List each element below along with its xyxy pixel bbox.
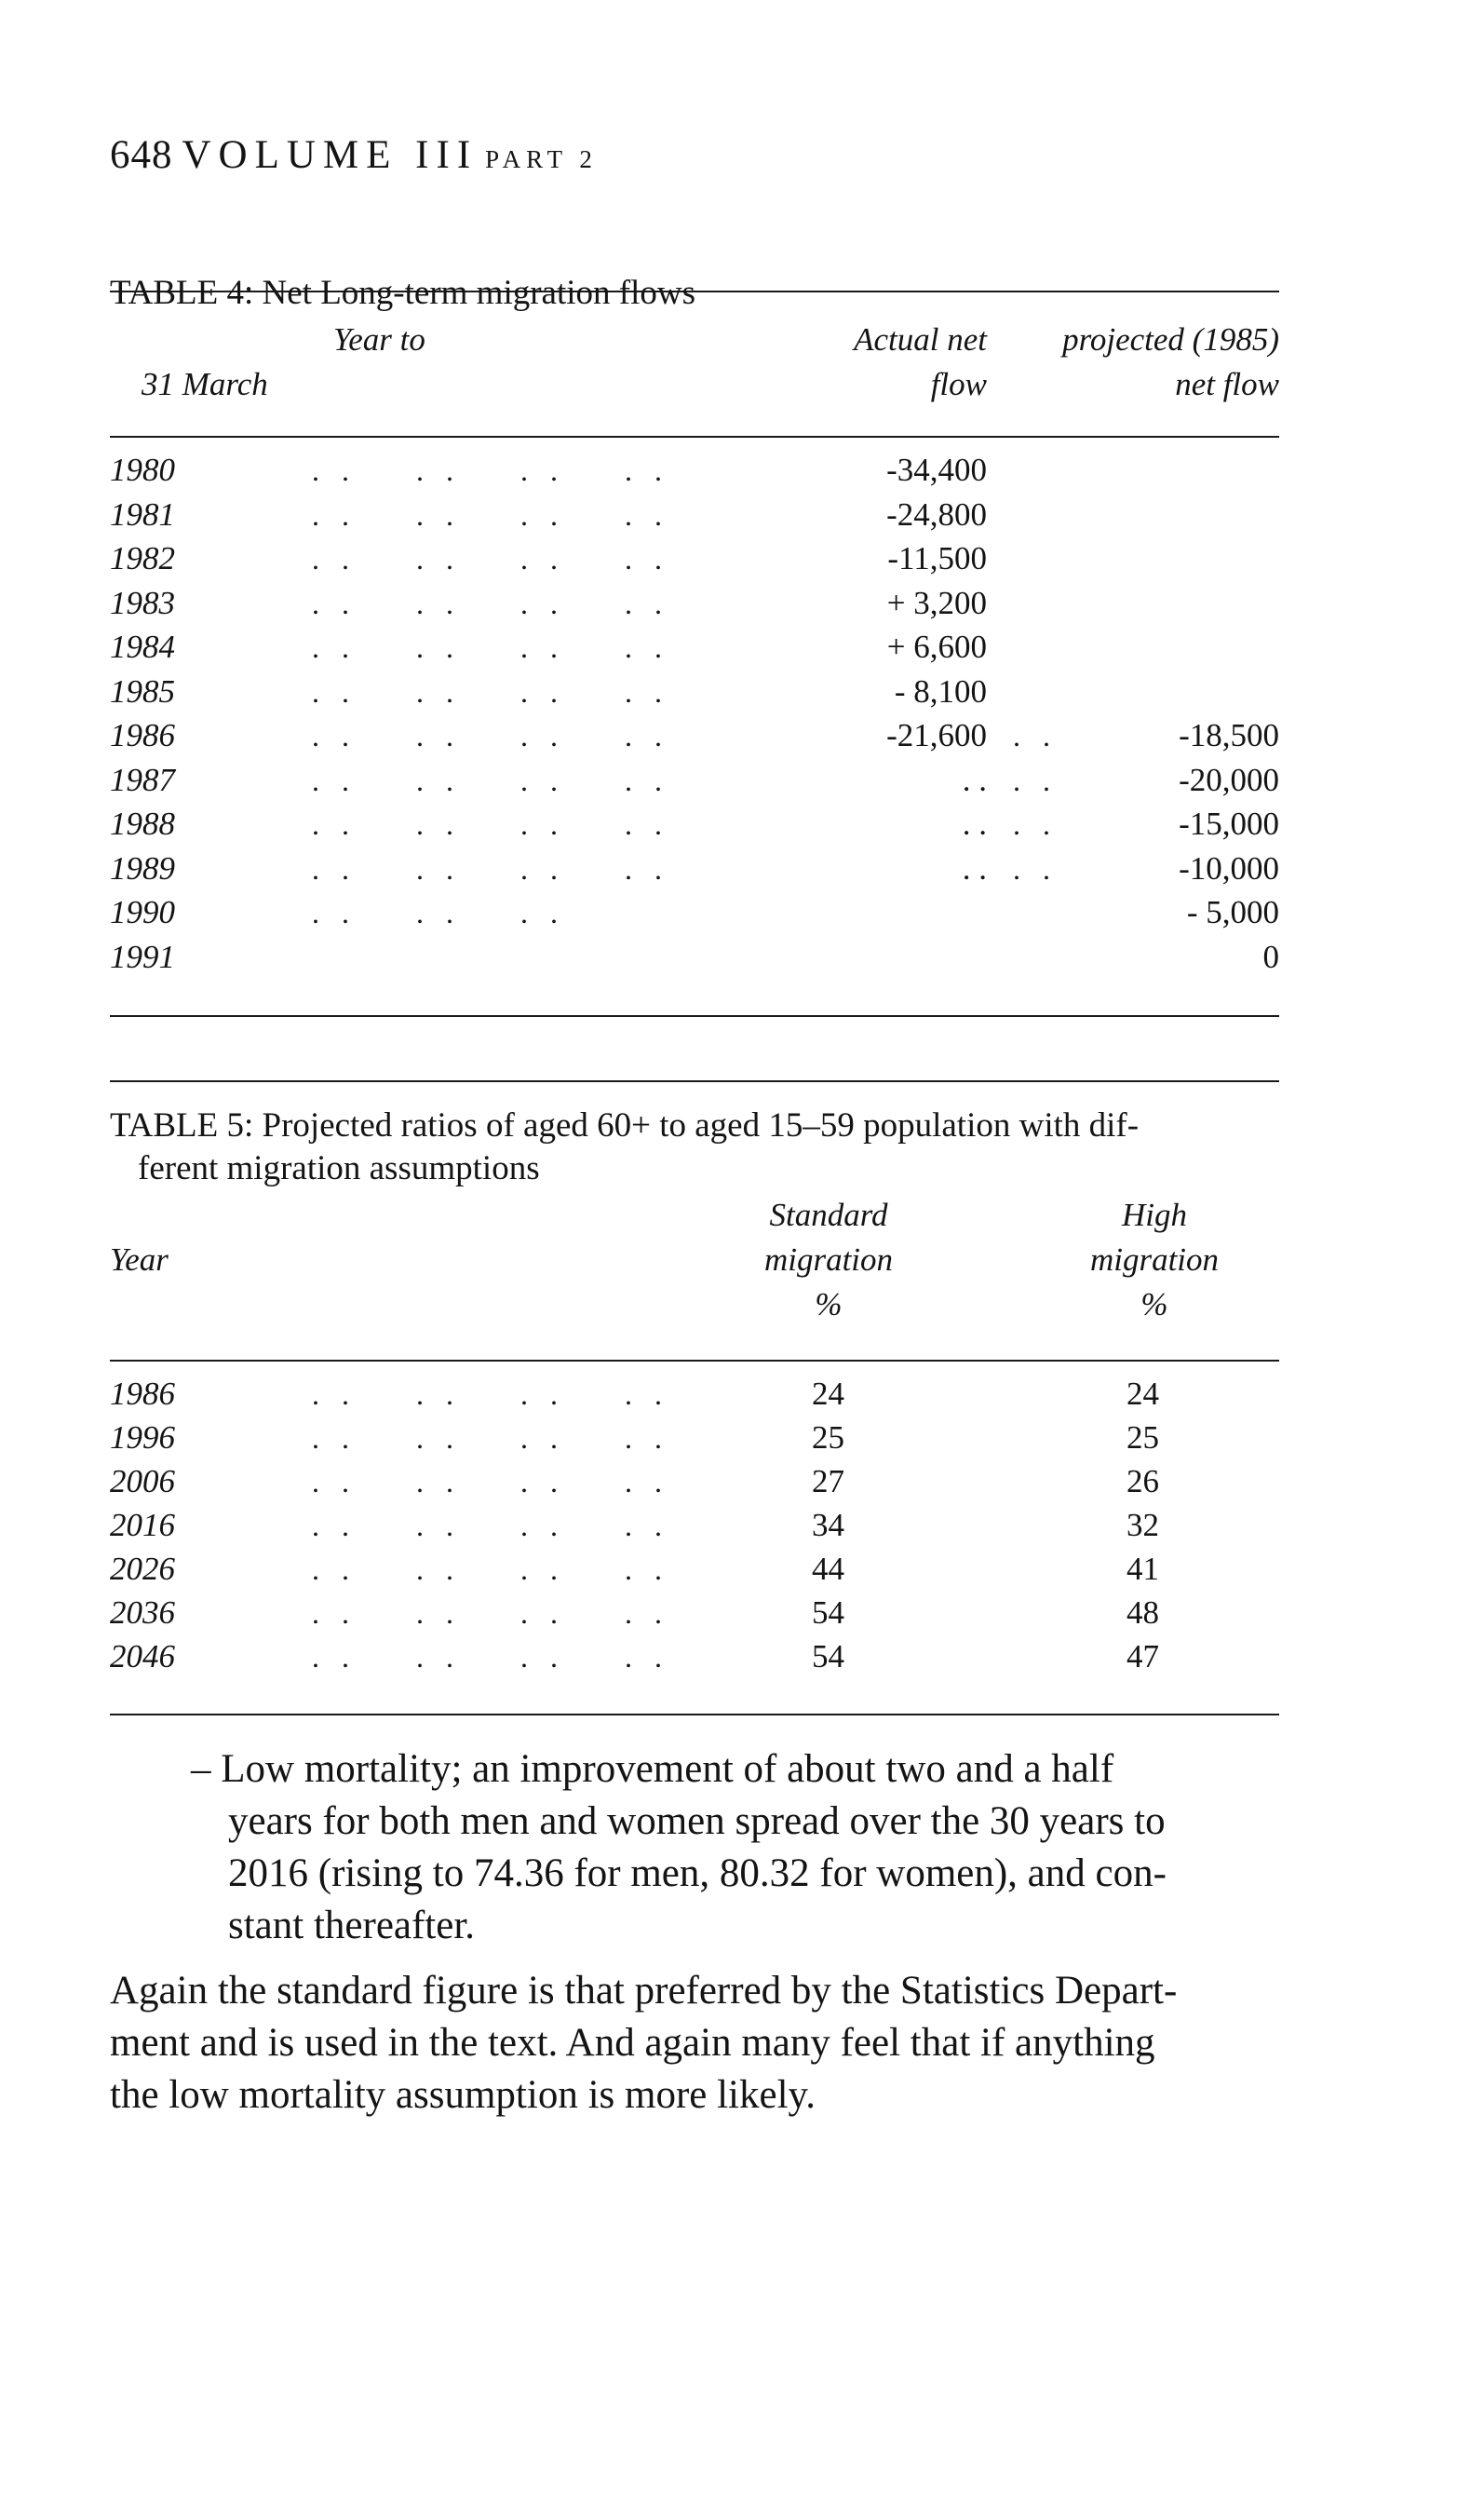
table4-projected-cell: 0 <box>1262 938 1279 975</box>
table5-high-cell: 48 <box>1126 1594 1159 1631</box>
table5-col-year: Year <box>110 1241 169 1278</box>
volume-label: VOLUME III <box>182 133 479 177</box>
table4-leader-dots: . . . . . . . . <box>312 454 669 487</box>
page-number: 648 <box>110 133 173 177</box>
table4-year-cell: 1986 <box>110 717 175 753</box>
table5-standard-cell: 25 <box>812 1419 844 1456</box>
table5-year-cell: 1986 <box>110 1376 175 1412</box>
table4-year-cell: 1980 <box>110 452 175 488</box>
closing-paragraph <box>110 1965 1279 2122</box>
table5-col-high-line1: High <box>1122 1197 1187 1233</box>
table4-col-projected-line1: projected (1985) <box>1062 321 1279 358</box>
table4-leader-dots: . . . . . . . . <box>312 674 669 709</box>
table4-actual-cell: + 3,200 <box>886 584 987 621</box>
table5-year-cell: 2016 <box>110 1507 175 1543</box>
table5-year-cell: 2026 <box>110 1551 175 1587</box>
table5-leader-dots: . . . . . . . . <box>312 1421 669 1455</box>
running-header <box>110 132 598 178</box>
table4-leader-dots-2: . . <box>1013 719 1058 752</box>
table4-leader-dots-2: . . <box>1013 851 1058 886</box>
table5-col-standard-line2: migration <box>763 1241 894 1278</box>
table4-leader-dots: . . . . . . . . <box>312 719 669 752</box>
para-line-1: Again the standard figure is that preferred by the Statistics Depart- <box>110 1969 1178 2013</box>
table4-year-cell: 1982 <box>110 540 175 576</box>
table5-standard-cell: 27 <box>812 1463 844 1499</box>
table4-year-cell: 1983 <box>110 584 175 621</box>
table4-year-cell: 1991 <box>110 938 175 975</box>
bullet-line-2: years for both men and women spread over the 30 years to <box>228 1799 1166 1843</box>
table5-leader-dots: . . . . . . . . <box>312 1640 669 1674</box>
table4-year-cell: 1987 <box>110 761 175 798</box>
table4-projected-cell: -20,000 <box>1179 761 1279 798</box>
table4-col-year-line1: Year to <box>333 321 425 358</box>
para-line-3: the low mortality assumption is more likely. <box>110 2073 816 2117</box>
table5-leader-dots: . . . . . . . . <box>312 1596 669 1630</box>
table5-year-cell: 2036 <box>110 1594 175 1631</box>
table5-top-rule <box>110 1080 1279 1082</box>
table5-high-cell: 32 <box>1126 1507 1159 1543</box>
table4-leader-dots: . . . . . . . . <box>312 807 669 841</box>
table4-projected-cell: -15,000 <box>1179 806 1279 842</box>
table4-year-cell: 1984 <box>110 629 175 665</box>
table5-leader-dots: . . . . . . . . <box>312 1552 669 1586</box>
table5-standard-cell: 34 <box>812 1507 844 1543</box>
table5-caption-line2: ferent migration assumptions <box>138 1149 540 1187</box>
table4-actual-cell: -34,400 <box>886 452 987 488</box>
table4-col-actual-line1: Actual net <box>854 321 987 358</box>
table5-standard-cell: 54 <box>812 1594 844 1631</box>
table5-standard-cell: 54 <box>812 1638 844 1674</box>
table4-col-year-line2: 31 March <box>142 366 268 402</box>
table4-projected-cell: -10,000 <box>1179 849 1279 887</box>
table5-year-cell: 1996 <box>110 1419 175 1456</box>
table4-leader-dots: . . . . . . . . <box>312 586 669 620</box>
table5-leader-dots: . . . . . . . . <box>312 1465 669 1498</box>
part-label: PART 2 <box>485 145 598 173</box>
table4-actual-cell: - 8,100 <box>894 672 987 710</box>
table4-actual-cell: . . <box>962 806 987 842</box>
table5-year-cell: 2006 <box>110 1463 175 1499</box>
table5-bottom-rule <box>110 1714 1279 1715</box>
table5-col-standard-line3: % <box>815 1286 843 1322</box>
table5-high-cell: 47 <box>1126 1638 1159 1674</box>
table5-caption-line1: TABLE 5: Projected ratios of aged 60+ to aged 15–59 population with dif- <box>110 1106 1140 1145</box>
table5-high-cell: 25 <box>1126 1419 1159 1456</box>
table5-high-cell: 24 <box>1126 1376 1159 1412</box>
table4-col-actual-line2: flow <box>930 366 987 402</box>
table5-header-rule <box>110 1360 1279 1362</box>
bullet-line-1: – Low mortality; an improvement of about two and a half <box>191 1747 1114 1791</box>
table5-high-cell: 26 <box>1126 1463 1159 1499</box>
table4-leader-dots: . . . . . . . . <box>312 851 669 886</box>
table4-year-cell: 1990 <box>110 894 175 930</box>
table4-leader-dots-2: . . <box>1013 763 1058 797</box>
bullet-line-3: 2016 (rising to 74.36 for men, 80.32 for women), and con- <box>228 1851 1167 1895</box>
table4-col-projected-line2: net flow <box>1175 366 1279 402</box>
table4-actual-cell: . . <box>962 761 987 798</box>
table4-leader-dots: . . . . . . . . <box>312 497 669 532</box>
bullet-paragraph <box>191 1743 1280 1952</box>
table4-year-cell: 1985 <box>110 672 175 710</box>
table4-projected-cell: -18,500 <box>1179 717 1279 753</box>
table4-year-cell: 1989 <box>110 849 175 887</box>
table5-standard-cell: 24 <box>812 1376 844 1412</box>
para-line-2: ment and is used in the text. And again many feel that if anything <box>110 2021 1155 2065</box>
table4-year-cell: 1981 <box>110 495 175 533</box>
table4-actual-cell: . . <box>962 849 987 887</box>
table4-actual-cell: -24,800 <box>886 495 987 533</box>
table4-year-cell: 1988 <box>110 806 175 842</box>
table4-leader-dots: . . . . . . <box>312 896 565 929</box>
table5-leader-dots: . . . . . . . . <box>312 1509 669 1542</box>
table4-actual-cell: + 6,600 <box>886 629 987 665</box>
table5-caption <box>110 1105 1279 1190</box>
table4-leader-dots-2: . . <box>1013 807 1058 841</box>
table4-actual-cell: -11,500 <box>887 540 987 576</box>
table4-actual-cell: -21,600 <box>886 717 987 753</box>
table5-col-high-line2: migration <box>1089 1241 1220 1278</box>
bullet-line-4: stant thereafter. <box>228 1904 476 1947</box>
table5-year-cell: 2046 <box>110 1638 175 1674</box>
table4-leader-dots: . . . . . . . . <box>312 763 669 797</box>
table5-high-cell: 41 <box>1126 1551 1159 1587</box>
table4-leader-dots: . . . . . . . . <box>312 542 669 576</box>
table4-projected-cell: - 5,000 <box>1186 894 1279 930</box>
table4-bottom-rule <box>110 1015 1279 1017</box>
table5-standard-cell: 44 <box>812 1551 844 1587</box>
table4-header-rule <box>110 436 1279 438</box>
table5-col-standard-line1: Standard <box>769 1197 888 1233</box>
table4-caption: TABLE 4: Net Long-term migration flows <box>110 274 695 312</box>
table5-leader-dots: . . . . . . . . <box>312 1377 669 1411</box>
table4-leader-dots: . . . . . . . . <box>312 630 669 664</box>
table5-col-high-line3: % <box>1140 1286 1168 1322</box>
